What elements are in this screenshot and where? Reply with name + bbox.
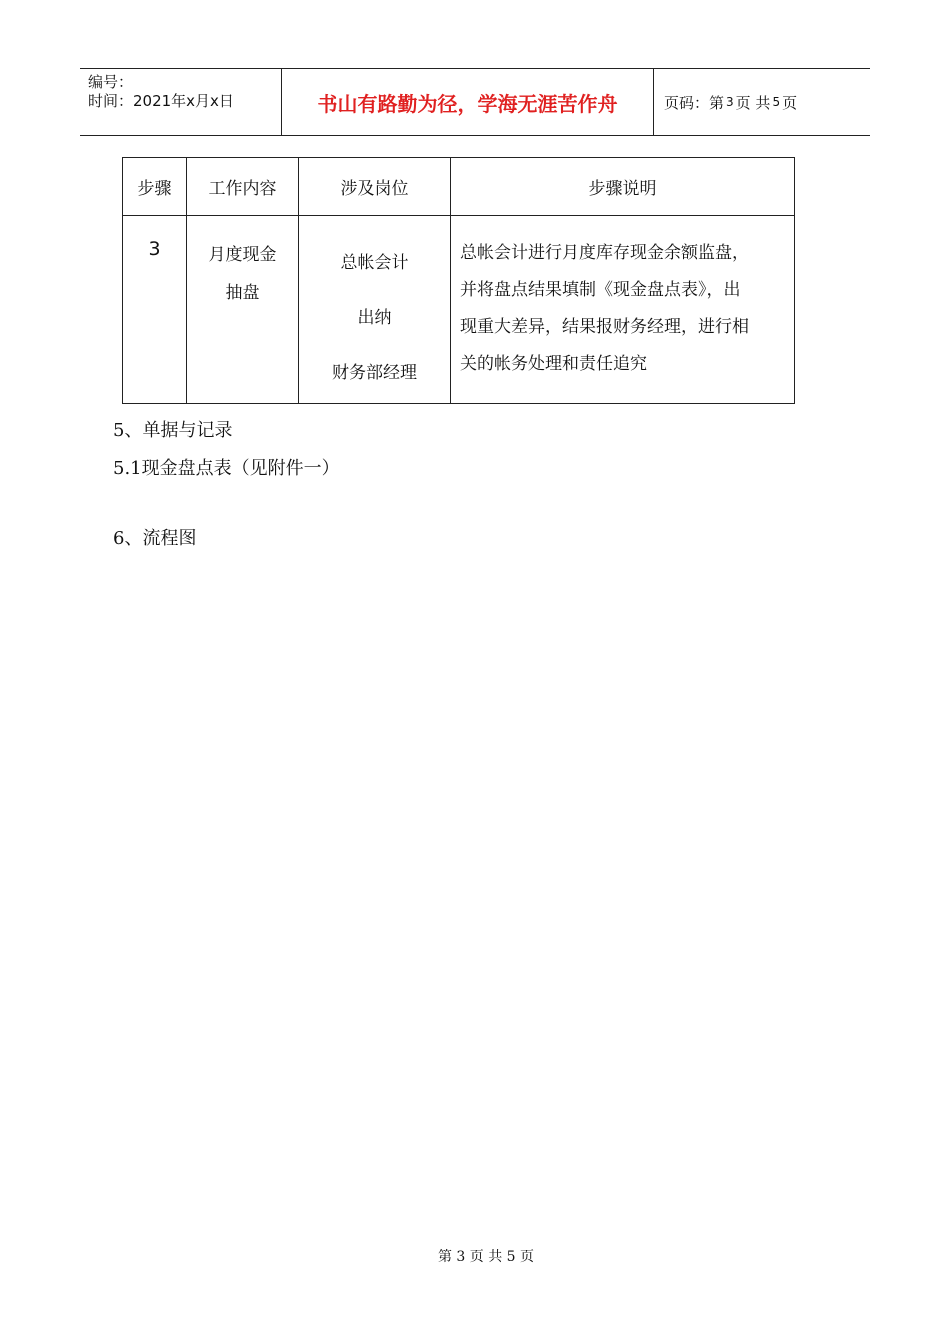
work-content-line: 抽盘 — [225, 283, 260, 303]
post-item: 出纳 — [357, 308, 392, 328]
section-heading-flowchart: 6、流程图 — [113, 528, 197, 549]
header-page-indicator — [654, 69, 870, 135]
section-heading-records: 5、单据与记录 — [113, 420, 233, 441]
cell-step-description — [451, 216, 795, 404]
cell-posts — [299, 216, 451, 404]
description-line: 并将盘点结果填制《现金盘点表》，出 — [460, 280, 741, 300]
document-time: 时间：2021年x月x日 — [88, 92, 234, 110]
table-row — [123, 216, 795, 404]
page-mid: 页 共 — [735, 93, 771, 112]
page-prefix: 页码：第 — [664, 93, 725, 112]
work-content-line: 月度现金 — [208, 245, 277, 265]
cell-work-content — [187, 216, 299, 404]
steps-table — [122, 157, 795, 404]
description-line: 现重大差异，结果报财务经理，进行相 — [460, 317, 749, 337]
description-line: 总帐会计进行月度库存现金余额监盘， — [460, 243, 749, 263]
post-item: 财务部经理 — [332, 363, 417, 383]
table-header-row — [123, 158, 795, 216]
column-header-content: 工作内容 — [187, 158, 299, 216]
column-header-step: 步骤 — [123, 158, 187, 216]
page-header — [80, 68, 870, 136]
page-suffix: 页 — [782, 93, 798, 112]
post-item: 总帐会计 — [340, 253, 409, 273]
page-total: 5 — [772, 95, 781, 109]
header-motto: 书山有路勤为径，学海无涯苦作舟 — [282, 69, 654, 135]
document-number-label: 编号： — [88, 73, 134, 91]
page-footer: 第 3 页 共 5 页 — [437, 1249, 535, 1265]
header-left-cell — [80, 69, 282, 135]
section-item-cash-count: 5.1现金盘点表（见附件一） — [113, 458, 340, 479]
cell-step-number: 3 — [123, 216, 187, 404]
column-header-description: 步骤说明 — [451, 158, 795, 216]
description-line: 关的帐务处理和责任追究 — [460, 354, 647, 374]
page-current: 3 — [726, 95, 734, 109]
column-header-posts: 涉及岗位 — [299, 158, 451, 216]
